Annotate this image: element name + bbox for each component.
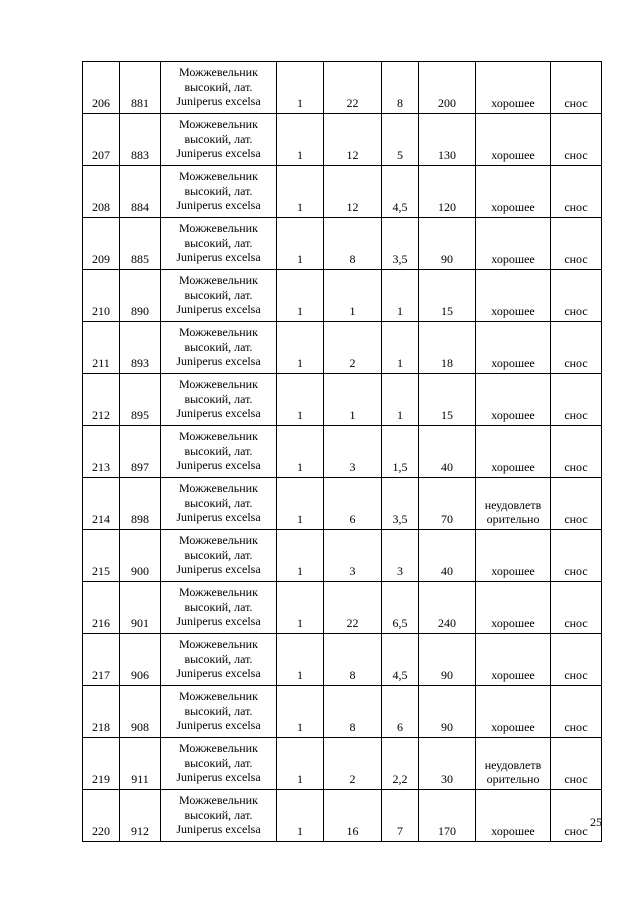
table-row — [83, 114, 602, 166]
species-latin-name: Juniperus excelsa — [176, 354, 261, 368]
species-latin-name: Juniperus excelsa — [176, 614, 261, 628]
species-russian-name: Можжевельник высокий, лат. — [179, 637, 258, 666]
cell-diameter: 16 — [324, 790, 382, 842]
cell-tree-id: 912 — [120, 790, 161, 842]
cell-action: снос — [551, 738, 602, 790]
cell-condition: хорошее — [476, 114, 551, 166]
cell-species — [161, 270, 277, 322]
cell-height: 8 — [382, 62, 419, 114]
cell-count: 1 — [277, 790, 324, 842]
species-russian-name: Можжевельник высокий, лат. — [179, 533, 258, 562]
cell-count: 1 — [277, 530, 324, 582]
cell-height: 3 — [382, 530, 419, 582]
cell-species — [161, 62, 277, 114]
cell-height: 3,5 — [382, 218, 419, 270]
cell-action: снос — [551, 322, 602, 374]
cell-species — [161, 738, 277, 790]
cell-crown: 30 — [419, 738, 476, 790]
species-latin-name: Juniperus excelsa — [176, 250, 261, 264]
species-russian-name: Можжевельник высокий, лат. — [179, 429, 258, 458]
cell-action: снос — [551, 790, 602, 842]
cell-diameter: 1 — [324, 374, 382, 426]
page-number: 25 — [590, 815, 602, 829]
cell-crown: 40 — [419, 426, 476, 478]
cell-tree-id: 898 — [120, 478, 161, 530]
cell-count: 1 — [277, 634, 324, 686]
cell-condition: неудовлетв орительно — [476, 738, 551, 790]
species-russian-name: Можжевельник высокий, лат. — [179, 117, 258, 146]
species-latin-name: Juniperus excelsa — [176, 562, 261, 576]
cell-condition: хорошее — [476, 582, 551, 634]
cell-action: снос — [551, 270, 602, 322]
table-row — [83, 478, 602, 530]
cell-row-number: 209 — [83, 218, 120, 270]
cell-crown: 130 — [419, 114, 476, 166]
cell-count: 1 — [277, 322, 324, 374]
cell-count: 1 — [277, 582, 324, 634]
cell-row-number: 215 — [83, 530, 120, 582]
cell-condition: неудовлетв орительно — [476, 478, 551, 530]
species-latin-name: Juniperus excelsa — [176, 146, 261, 160]
table-row — [83, 738, 602, 790]
cell-row-number: 220 — [83, 790, 120, 842]
cell-diameter: 12 — [324, 114, 382, 166]
cell-tree-id: 881 — [120, 62, 161, 114]
species-russian-name: Можжевельник высокий, лат. — [179, 585, 258, 614]
cell-tree-id: 883 — [120, 114, 161, 166]
cell-count: 1 — [277, 218, 324, 270]
species-latin-name: Juniperus excelsa — [176, 510, 261, 524]
cell-row-number: 206 — [83, 62, 120, 114]
cell-condition: хорошее — [476, 374, 551, 426]
table-row — [83, 634, 602, 686]
cell-action: снос — [551, 426, 602, 478]
cell-count: 1 — [277, 374, 324, 426]
cell-action: снос — [551, 166, 602, 218]
cell-height: 1,5 — [382, 426, 419, 478]
cell-row-number: 218 — [83, 686, 120, 738]
cell-species — [161, 114, 277, 166]
cell-condition: хорошее — [476, 218, 551, 270]
cell-crown: 240 — [419, 582, 476, 634]
cell-tree-id: 900 — [120, 530, 161, 582]
species-latin-name: Juniperus excelsa — [176, 94, 261, 108]
species-russian-name: Можжевельник высокий, лат. — [179, 273, 258, 302]
cell-crown: 70 — [419, 478, 476, 530]
cell-diameter: 3 — [324, 426, 382, 478]
species-latin-name: Juniperus excelsa — [176, 666, 261, 680]
cell-tree-id: 897 — [120, 426, 161, 478]
cell-row-number: 214 — [83, 478, 120, 530]
species-latin-name: Juniperus excelsa — [176, 198, 261, 212]
cell-diameter: 2 — [324, 322, 382, 374]
cell-row-number: 217 — [83, 634, 120, 686]
cell-crown: 15 — [419, 270, 476, 322]
table-row — [83, 686, 602, 738]
cell-condition: хорошее — [476, 634, 551, 686]
cell-crown: 90 — [419, 686, 476, 738]
cell-crown: 170 — [419, 790, 476, 842]
table-row — [83, 426, 602, 478]
cell-action: снос — [551, 478, 602, 530]
cell-height: 1 — [382, 270, 419, 322]
cell-diameter: 6 — [324, 478, 382, 530]
cell-crown: 200 — [419, 62, 476, 114]
cell-crown: 15 — [419, 374, 476, 426]
cell-tree-id: 895 — [120, 374, 161, 426]
cell-condition: хорошее — [476, 166, 551, 218]
cell-diameter: 3 — [324, 530, 382, 582]
cell-height: 5 — [382, 114, 419, 166]
species-russian-name: Можжевельник высокий, лат. — [179, 741, 258, 770]
table-row — [83, 218, 602, 270]
table-row — [83, 530, 602, 582]
cell-height: 4,5 — [382, 634, 419, 686]
cell-diameter: 8 — [324, 686, 382, 738]
cell-action: снос — [551, 530, 602, 582]
cell-count: 1 — [277, 114, 324, 166]
cell-action: снос — [551, 218, 602, 270]
cell-count: 1 — [277, 686, 324, 738]
cell-diameter: 1 — [324, 270, 382, 322]
cell-crown: 90 — [419, 634, 476, 686]
cell-action: снос — [551, 114, 602, 166]
cell-row-number: 211 — [83, 322, 120, 374]
species-russian-name: Можжевельник высокий, лат. — [179, 377, 258, 406]
cell-species — [161, 790, 277, 842]
species-latin-name: Juniperus excelsa — [176, 718, 261, 732]
table-row — [83, 374, 602, 426]
cell-row-number: 210 — [83, 270, 120, 322]
cell-tree-id: 901 — [120, 582, 161, 634]
cell-species — [161, 478, 277, 530]
species-russian-name: Можжевельник высокий, лат. — [179, 325, 258, 354]
cell-row-number: 212 — [83, 374, 120, 426]
cell-diameter: 8 — [324, 218, 382, 270]
cell-condition: хорошее — [476, 270, 551, 322]
cell-diameter: 2 — [324, 738, 382, 790]
species-russian-name: Можжевельник высокий, лат. — [179, 689, 258, 718]
cell-height: 1 — [382, 374, 419, 426]
cell-height: 6,5 — [382, 582, 419, 634]
cell-action: снос — [551, 582, 602, 634]
cell-condition: хорошее — [476, 426, 551, 478]
cell-condition: хорошее — [476, 530, 551, 582]
cell-count: 1 — [277, 270, 324, 322]
cell-diameter: 12 — [324, 166, 382, 218]
cell-action: снос — [551, 634, 602, 686]
cell-species — [161, 530, 277, 582]
cell-species — [161, 322, 277, 374]
table-row — [83, 790, 602, 842]
table-row — [83, 582, 602, 634]
cell-row-number: 207 — [83, 114, 120, 166]
cell-species — [161, 218, 277, 270]
cell-count: 1 — [277, 426, 324, 478]
table-body — [83, 62, 602, 842]
species-russian-name: Можжевельник высокий, лат. — [179, 65, 258, 94]
cell-height: 7 — [382, 790, 419, 842]
cell-height: 2,2 — [382, 738, 419, 790]
species-latin-name: Juniperus excelsa — [176, 458, 261, 472]
species-latin-name: Juniperus excelsa — [176, 770, 261, 784]
cell-height: 4,5 — [382, 166, 419, 218]
species-latin-name: Juniperus excelsa — [176, 406, 261, 420]
cell-condition: хорошее — [476, 62, 551, 114]
cell-diameter: 22 — [324, 62, 382, 114]
cell-row-number: 219 — [83, 738, 120, 790]
cell-count: 1 — [277, 166, 324, 218]
cell-tree-id: 911 — [120, 738, 161, 790]
cell-species — [161, 634, 277, 686]
cell-count: 1 — [277, 738, 324, 790]
table-row — [83, 322, 602, 374]
cell-tree-id: 885 — [120, 218, 161, 270]
species-latin-name: Juniperus excelsa — [176, 302, 261, 316]
cell-tree-id: 908 — [120, 686, 161, 738]
cell-diameter: 22 — [324, 582, 382, 634]
species-russian-name: Можжевельник высокий, лат. — [179, 169, 258, 198]
cell-species — [161, 686, 277, 738]
cell-height: 3,5 — [382, 478, 419, 530]
cell-height: 1 — [382, 322, 419, 374]
cell-species — [161, 426, 277, 478]
cell-tree-id: 906 — [120, 634, 161, 686]
table-row — [83, 62, 602, 114]
cell-tree-id: 884 — [120, 166, 161, 218]
cell-crown: 40 — [419, 530, 476, 582]
cell-row-number: 208 — [83, 166, 120, 218]
cell-action: снос — [551, 686, 602, 738]
cell-crown: 90 — [419, 218, 476, 270]
cell-crown: 120 — [419, 166, 476, 218]
cell-height: 6 — [382, 686, 419, 738]
cell-action: снос — [551, 62, 602, 114]
species-russian-name: Можжевельник высокий, лат. — [179, 221, 258, 250]
species-russian-name: Можжевельник высокий, лат. — [179, 793, 258, 822]
cell-diameter: 8 — [324, 634, 382, 686]
cell-species — [161, 374, 277, 426]
cell-condition: хорошее — [476, 322, 551, 374]
cell-action: снос — [551, 374, 602, 426]
cell-species — [161, 582, 277, 634]
cell-tree-id: 890 — [120, 270, 161, 322]
cell-species — [161, 166, 277, 218]
cell-tree-id: 893 — [120, 322, 161, 374]
table-row — [83, 270, 602, 322]
cell-crown: 18 — [419, 322, 476, 374]
species-latin-name: Juniperus excelsa — [176, 822, 261, 836]
species-russian-name: Можжевельник высокий, лат. — [179, 481, 258, 510]
cell-condition: хорошее — [476, 686, 551, 738]
cell-count: 1 — [277, 62, 324, 114]
cell-row-number: 216 — [83, 582, 120, 634]
cell-row-number: 213 — [83, 426, 120, 478]
table-row — [83, 166, 602, 218]
inventory-table — [82, 61, 602, 842]
cell-condition: хорошее — [476, 790, 551, 842]
cell-count: 1 — [277, 478, 324, 530]
